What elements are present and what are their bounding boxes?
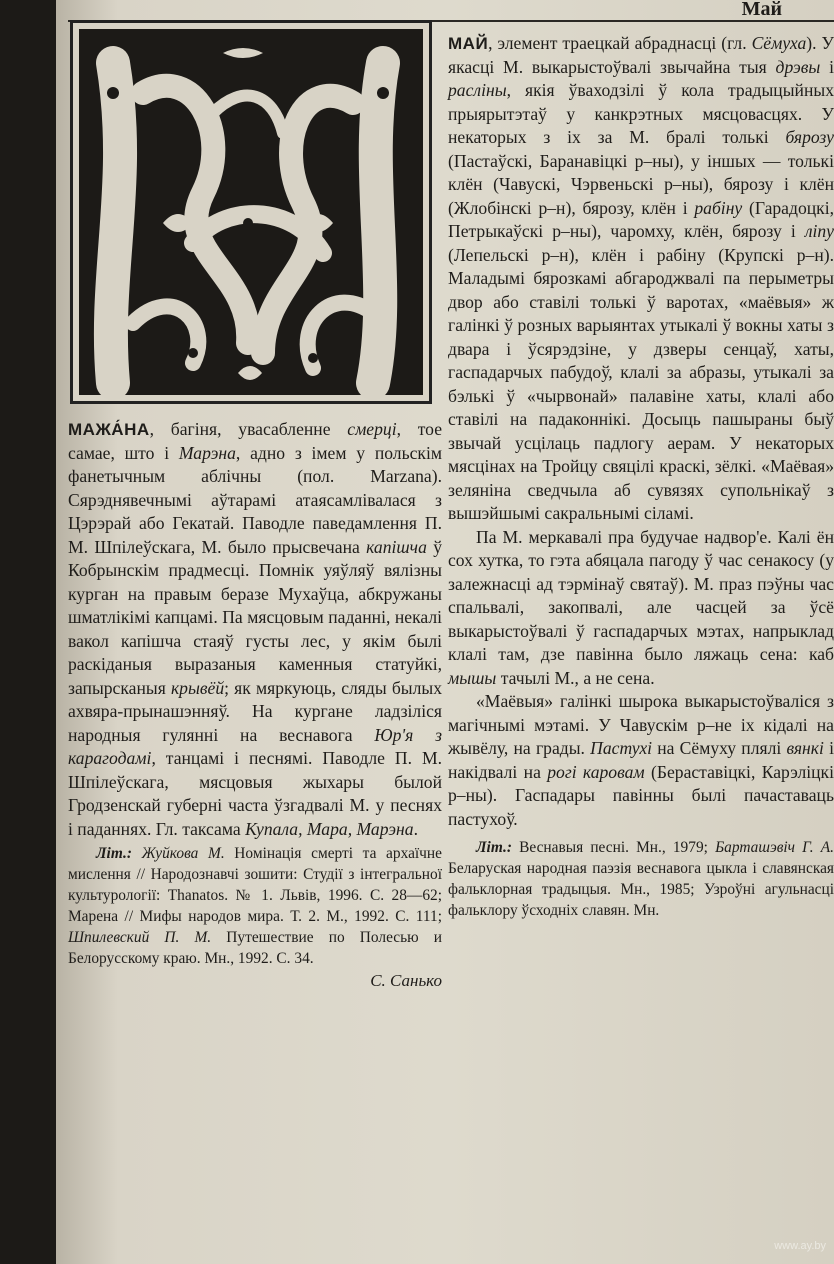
- paragraph-3: «Маёвыя» галінкі шырока выкарыстоўваліся з магічнымі мэтамі. У Чавускім р–не іх кідалі на жывёлу, на грады. Пастухі на Сёмуху плялі вянкі і накідвалі на рогі каровам (Бераставіцкі, Карэліцкі р–ны). Гаспадары павінны былі пачаставаць пастухоў.: [448, 691, 834, 829]
- right-column: [448, 32, 834, 921]
- headword: МАЙ: [448, 34, 489, 53]
- left-column: [68, 418, 442, 993]
- author-signature: С. Санько: [370, 971, 442, 990]
- running-head: Май: [741, 0, 782, 20]
- book-page: [56, 0, 834, 1264]
- literature: Літ.: Веснавыя песні. Мн., 1979; Барташэвіч Г. А. Беларуская народная паэзія веснавога цыкла і славянская фальклорная традыцыя. Мн., 1985; Узроўні агульнасці фальклору ўсходніх славян. Мн.: [448, 839, 834, 919]
- entry-mai: МАЙ, элемент траецкай абраднасці (гл. Сёмуха). У якасці М. выкарыстоўвалі звычайна тыя дрэвы і расліны, якія ўваходзілі ў кола традыцыйных прыярытэтаў у канкрэтных мясцовасцях. У некаторых з іх за М. бралі толькі бярозу (Пастаўскі, Баранавіцкі р–ны), у іншых — толькі клён (Чавускі, Чэрвеньскі р–ны), бярозу і клён (Жлобінскі р–н), бярозу, клён і рабіну (Гарадоцкі, Петрыкаўскі р–ны), чаромху, клён, бярозу і ліпу (Лепельскі р–н), клён і рабіну (Крупскі р–н). Маладымі бярозкамі абгароджвалі па перыметры двор або ставілі толькі ў варотах, «маёвыя» ж галінкі ў розных варыянтах утыкалі ў вокны хаты з двара і ўсярэдзіне, у дзверы сенцаў, хаты, гаспадарчых пабудоў, клалі за абразы, утыкалі за бэлькі ў «чырвонай» палавіне хаты, клалі або ставілі на падаконнікі. Досыць пашыраны быў звычай усцілаць падлогу аерам. У некаторых мясцінах на Тройцу свяцілі краскі, зёлкі. «Маёвая» зелянiна сведчыла аб сувязях супольнікаў з вышэйшымі сакральнымі сіламі.: [448, 33, 834, 523]
- paragraph-2: Па М. меркавалі пра будучае надвор'е. Калі ён сох хутка, то гэта абяцала пагоду ў час сенакосу (у залежнасці ад тэрмінаў святаў). М. праз пэўны час спальвалі, закопвалі, але часцей за ўсё выкарыстоўвалі ў гаспадарчых мэтах, напрыклад клалі там, дзе павінна было ляжаць сена: каб мышы тачылі М., а не сена.: [448, 526, 834, 688]
- headword: МАЖА́НА: [68, 420, 150, 439]
- literature: Літ.: Жуйкова М. Номінація смерті та архаїчне мислення // Народознавчі зошити: Студії з інтегральної культурології: Thanatos. № 1. Львів, 1996. С. 28—62; Марена // Мифы народов мира. Т. 2. М., 1992. С. 111; Шпилевский П. М. Путешествие по Полесью и Белорусскому краю. Мн., 1992. С. 34.: [68, 845, 443, 967]
- watermark: www.ay.by: [774, 1240, 826, 1252]
- entry-mazhana: МАЖА́НА, багіня, увасабленне смерці, тое самае, што і Марэна, адно з імем у польскім фанетычным аблічны (пол. Marzana). Сярэднявечнымі аўтарамі атаясамлівалася з Цэрэрай або Гекатай. Паводле паведамлення П. М. Шпілеўскага, М. было прысвечана капішча ў Кобрынскім прадмесці. Помнік уяўляў вялізны курган на правым беразе Мухаўца, абкружаны шматлікімі капцамі. Па мясцовым паданні, некалі вакол капішча стаяў густы лес, у якім былі раскіданыя выразаныя каменныя статуйкі, запырсканыя крывёй; як мяркуюць, сляды былых ахвяра-прынашэнняў. На кургане ладзіліся народныя гулянні на веснавога Юр'я з карагодамі, танцамі і песнямі. Паводле П. М. Шпілеўскага, мясцовыя жыхары былой Гродзенскай губерні часта ўзгадвалі М. у песнях і паданнях. Гл. таксама Купала, Мара, Марэна.: [68, 419, 443, 839]
- initial-letter-illustration: [70, 20, 432, 404]
